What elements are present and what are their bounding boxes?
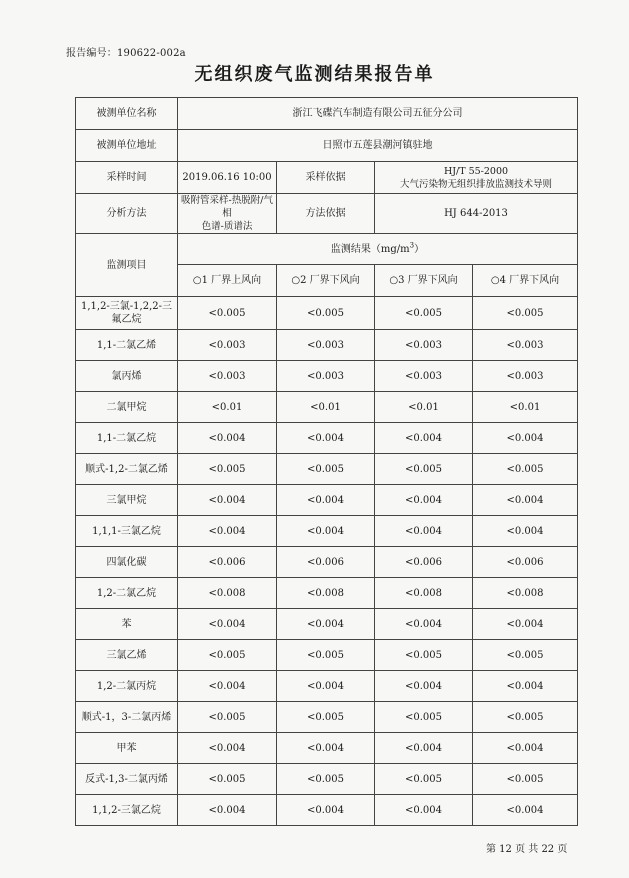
results-table (75, 97, 578, 826)
monitoring-item: 1,1-二氯乙烷 (76, 423, 178, 454)
result-value: <0.004 (277, 733, 375, 764)
result-value: <0.004 (277, 485, 375, 516)
report-number-label: 报告编号： (66, 48, 117, 59)
result-value: <0.003 (473, 330, 578, 361)
table-row (76, 392, 578, 423)
results-header-row (76, 234, 578, 265)
result-value: <0.004 (178, 733, 277, 764)
result-value: <0.005 (375, 702, 473, 733)
result-value: <0.01 (473, 392, 578, 423)
analysis-row (76, 194, 578, 234)
table-row (76, 516, 578, 547)
result-value: <0.005 (375, 454, 473, 485)
result-value: <0.005 (375, 764, 473, 795)
result-value: <0.006 (178, 547, 277, 578)
point-header-3: ○3 厂界下风向 (375, 265, 473, 297)
result-value: <0.004 (473, 795, 578, 826)
sampling-basis-value (375, 162, 578, 194)
unit-name-row (76, 98, 578, 130)
result-value: <0.004 (473, 423, 578, 454)
method-basis-label: 方法依据 (277, 194, 375, 234)
result-value: <0.004 (473, 485, 578, 516)
result-value: <0.003 (178, 361, 277, 392)
table-row (76, 297, 578, 330)
monitoring-item: 顺式-1，3-二氯丙烯 (76, 702, 178, 733)
result-value: <0.005 (473, 297, 578, 330)
monitoring-item: 三氯甲烷 (76, 485, 178, 516)
sampling-row (76, 162, 578, 194)
result-value: <0.004 (375, 671, 473, 702)
result-value: <0.005 (473, 454, 578, 485)
result-value: <0.005 (178, 702, 277, 733)
table-row (76, 733, 578, 764)
point-header-2: ○2 厂界下风向 (277, 265, 375, 297)
result-value: <0.008 (277, 578, 375, 609)
result-value: <0.003 (277, 330, 375, 361)
result-value: <0.003 (277, 361, 375, 392)
monitoring-item: 甲苯 (76, 733, 178, 764)
report-number-value: 190622-002a (117, 48, 186, 59)
result-value: <0.004 (277, 609, 375, 640)
result-value: <0.004 (178, 671, 277, 702)
monitoring-item: 1,1,2-三氯乙烷 (76, 795, 178, 826)
sampling-time-label: 采样时间 (76, 162, 178, 194)
table-row (76, 454, 578, 485)
result-value: <0.006 (375, 547, 473, 578)
result-value: <0.01 (277, 392, 375, 423)
page-title: 无组织废气监测结果报告单 (194, 64, 435, 85)
analysis-method-label: 分析方法 (76, 194, 178, 234)
result-value: <0.005 (277, 702, 375, 733)
point-header-1: ○1 厂界上风向 (178, 265, 277, 297)
result-value: <0.004 (178, 516, 277, 547)
result-value: <0.004 (375, 485, 473, 516)
result-value: <0.005 (178, 640, 277, 671)
monitoring-item: 四氯化碳 (76, 547, 178, 578)
analysis-method-line-2: 色谱-质谱法 (201, 221, 253, 232)
result-value: <0.008 (375, 578, 473, 609)
result-value: <0.005 (473, 640, 578, 671)
sampling-time-value: 2019.06.16 10:00 (178, 162, 277, 194)
result-value: <0.008 (178, 578, 277, 609)
result-value: <0.003 (473, 361, 578, 392)
result-value: <0.004 (375, 423, 473, 454)
table-row (76, 640, 578, 671)
result-value: <0.003 (178, 330, 277, 361)
table-row (76, 330, 578, 361)
sampling-basis-title: 大气污染物无组织排放监测技术导则 (399, 178, 552, 190)
unit-name-value: 浙江飞碟汽车制造有限公司五征分公司 (178, 98, 578, 130)
result-value: <0.006 (473, 547, 578, 578)
result-header-text: 监测结果（mg/m (330, 243, 410, 255)
address-value: 日照市五莲县潮河镇驻地 (178, 130, 578, 162)
monitoring-item: 苯 (76, 609, 178, 640)
result-value: <0.004 (178, 795, 277, 826)
result-value: <0.004 (178, 423, 277, 454)
result-value: <0.005 (277, 640, 375, 671)
monitoring-item: 1,1-二氯乙烯 (76, 330, 178, 361)
result-value: <0.01 (178, 392, 277, 423)
address-label: 被测单位地址 (76, 130, 178, 162)
result-value: <0.004 (375, 516, 473, 547)
result-value: <0.004 (375, 609, 473, 640)
monitoring-item: 1,2-二氯乙烷 (76, 578, 178, 609)
result-value: <0.005 (178, 764, 277, 795)
report-number (66, 44, 186, 59)
monitoring-item: 1,1,1-三氯乙烷 (76, 516, 178, 547)
result-value: <0.004 (178, 609, 277, 640)
monitoring-item: 氯丙烯 (76, 361, 178, 392)
result-value: <0.005 (375, 640, 473, 671)
result-value: <0.005 (277, 454, 375, 485)
result-value: <0.004 (375, 733, 473, 764)
result-value: <0.005 (178, 297, 277, 330)
table-row (76, 795, 578, 826)
result-value: <0.004 (473, 733, 578, 764)
table-row (76, 423, 578, 454)
monitoring-item: 反式-1,3-二氯丙烯 (76, 764, 178, 795)
table-row (76, 547, 578, 578)
result-header-unit-sup: 3 (409, 241, 415, 250)
result-value: <0.004 (277, 423, 375, 454)
method-basis-value: HJ 644-2013 (375, 194, 578, 234)
table-row (76, 578, 578, 609)
result-value: <0.005 (473, 702, 578, 733)
table-row (76, 764, 578, 795)
result-value: <0.01 (375, 392, 473, 423)
address-row (76, 130, 578, 162)
unit-name-label: 被测单位名称 (76, 98, 178, 130)
result-value: <0.005 (277, 297, 375, 330)
sampling-basis-label: 采样依据 (277, 162, 375, 194)
result-value: <0.005 (178, 454, 277, 485)
monitoring-item: 三氯乙烯 (76, 640, 178, 671)
result-value: <0.004 (277, 795, 375, 826)
result-value: <0.003 (375, 330, 473, 361)
result-value: <0.004 (277, 671, 375, 702)
table-row (76, 671, 578, 702)
result-value: <0.005 (375, 297, 473, 330)
monitoring-item: 顺式-1,2-二氯乙烯 (76, 454, 178, 485)
point-header-4: ○4 厂界下风向 (473, 265, 578, 297)
result-value: <0.005 (277, 764, 375, 795)
sampling-basis-standard: HJ/T 55-2000 (443, 165, 509, 177)
result-value: <0.006 (277, 547, 375, 578)
table-row (76, 361, 578, 392)
result-value: <0.004 (178, 485, 277, 516)
result-value: <0.005 (473, 764, 578, 795)
monitoring-item: 1,1,2-三氯-1,2,2-三氟乙烷 (76, 297, 178, 330)
result-header (178, 234, 578, 265)
monitoring-item: 二氯甲烷 (76, 392, 178, 423)
item-header: 监测项目 (76, 234, 178, 297)
analysis-method-value (178, 194, 277, 234)
result-header-close: ） (414, 243, 425, 255)
result-value: <0.004 (473, 671, 578, 702)
result-value: <0.008 (473, 578, 578, 609)
table-row (76, 485, 578, 516)
result-value: <0.004 (375, 795, 473, 826)
table-row (76, 609, 578, 640)
table-row (76, 702, 578, 733)
result-value: <0.003 (375, 361, 473, 392)
result-value: <0.004 (277, 516, 375, 547)
analysis-method-line-1: 吸附管采样-热脱附/气相 (181, 195, 273, 219)
result-value: <0.004 (473, 609, 578, 640)
result-value: <0.004 (473, 516, 578, 547)
page-number: 第 12 页 共 22 页 (486, 844, 568, 855)
monitoring-item: 1,2-二氯丙烷 (76, 671, 178, 702)
